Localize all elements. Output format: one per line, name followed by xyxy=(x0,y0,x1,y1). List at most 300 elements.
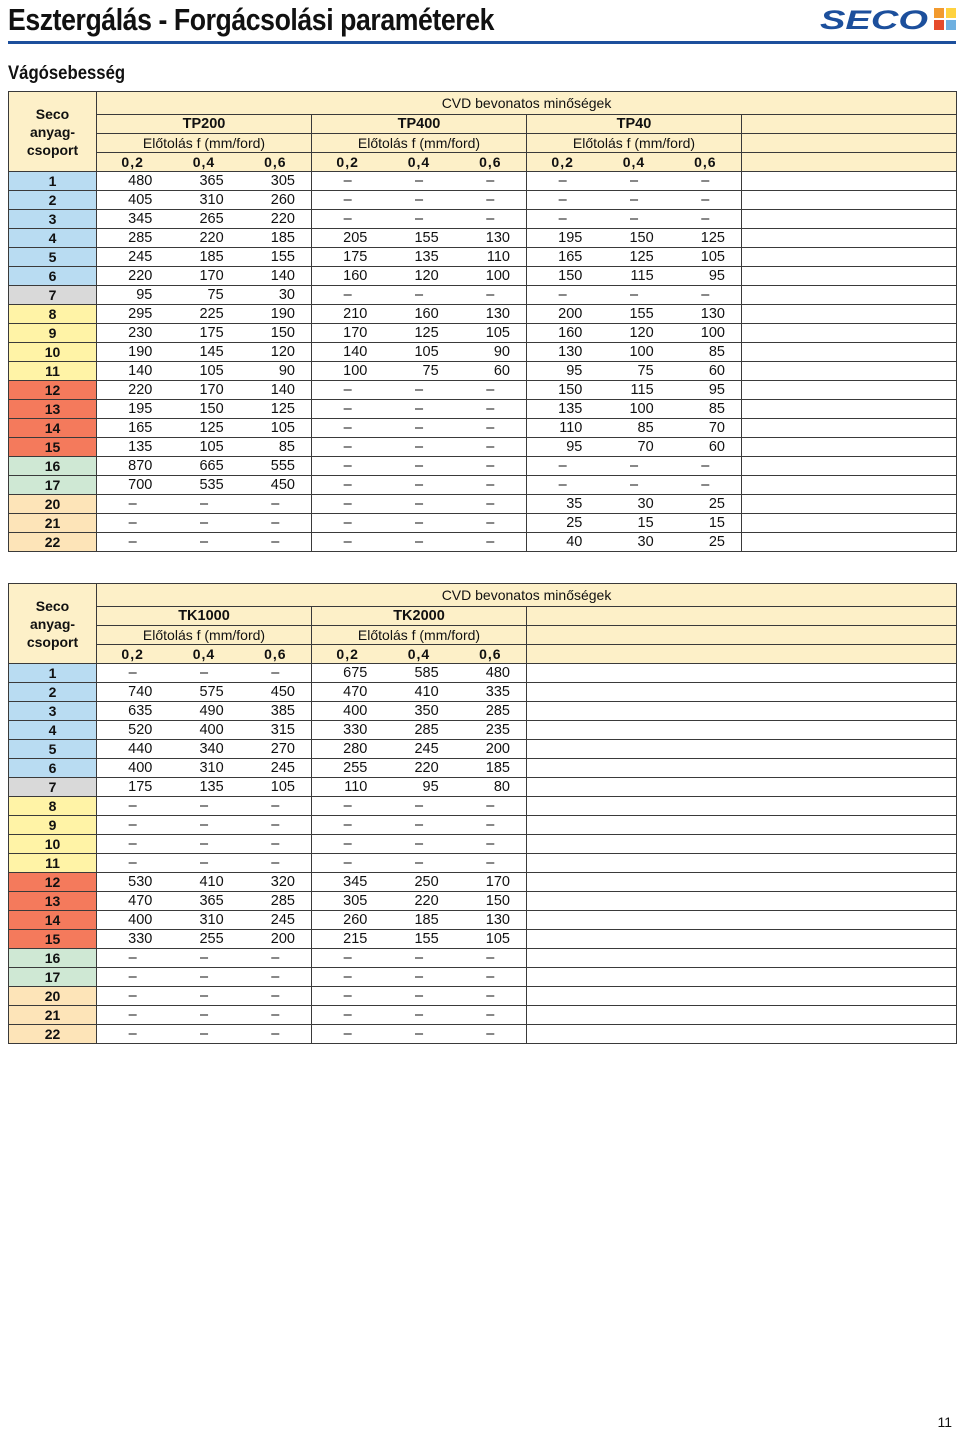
empty-cell xyxy=(742,457,957,476)
grade-values-cell xyxy=(97,229,312,248)
speed-value: – xyxy=(486,287,495,303)
material-header-line: anyag- xyxy=(29,615,76,632)
speed-value: – xyxy=(343,817,352,833)
speed-value: 185 xyxy=(270,230,295,246)
speed-value: 170 xyxy=(199,382,224,398)
value-group xyxy=(312,286,526,304)
speed-value: 155 xyxy=(414,230,439,246)
grade-values-cell xyxy=(312,191,527,210)
value-group xyxy=(312,930,526,948)
page-number: 11 xyxy=(937,1414,952,1430)
grade-values-cell xyxy=(312,210,527,229)
grade-values-cell xyxy=(97,172,312,191)
speed-value: – xyxy=(128,950,137,966)
speed-value: 350 xyxy=(414,703,439,719)
speed-value: – xyxy=(486,836,495,852)
empty-cell xyxy=(742,419,957,438)
speed-value: – xyxy=(199,496,209,512)
title-rule xyxy=(8,41,956,44)
material-group-cell: 15 xyxy=(9,930,97,949)
feed-label: Előtolás f (mm/ford) xyxy=(312,134,527,153)
speed-value: 95 xyxy=(708,382,725,398)
speed-value: 60 xyxy=(708,363,725,379)
feed-value: 0,6 xyxy=(264,646,287,662)
speed-value: – xyxy=(414,515,424,531)
speed-value: – xyxy=(701,477,710,493)
speed-value: 60 xyxy=(493,363,510,379)
speed-value: 335 xyxy=(485,684,510,700)
speed-value: 95 xyxy=(422,779,439,795)
speed-value: 130 xyxy=(700,306,725,322)
speed-value: 30 xyxy=(278,287,295,303)
table-row xyxy=(9,172,957,191)
value-group xyxy=(312,968,526,986)
grade-values-cell xyxy=(527,419,742,438)
speed-value: 100 xyxy=(700,325,725,341)
speed-value: – xyxy=(199,855,209,871)
material-group-cell: 5 xyxy=(9,248,97,267)
feed-value: 0,2 xyxy=(336,646,359,662)
value-group xyxy=(527,438,741,456)
speed-value: – xyxy=(414,950,424,966)
feed-values xyxy=(312,645,527,664)
empty-cell xyxy=(742,438,957,457)
grade-header: TP200 xyxy=(97,115,312,134)
speed-value: 195 xyxy=(128,401,153,417)
empty-cell xyxy=(527,1025,957,1044)
speed-value: 110 xyxy=(559,420,583,436)
feed-values-empty xyxy=(742,153,957,172)
material-group-cell: 11 xyxy=(9,854,97,873)
value-group xyxy=(312,457,526,475)
feed-value: 0,2 xyxy=(121,646,144,662)
feed-label-empty xyxy=(527,626,957,645)
feed-value-group xyxy=(97,645,311,663)
cvd-label: CVD bevonatos minőségek xyxy=(97,584,957,607)
speed-value: 115 xyxy=(630,382,654,398)
speed-value: – xyxy=(271,988,280,1004)
speed-value: 110 xyxy=(344,779,368,795)
grade-values-cell xyxy=(312,419,527,438)
material-header-line: Seco xyxy=(35,597,70,614)
speed-value: – xyxy=(486,515,495,531)
cutting-speed-table-1 xyxy=(8,91,957,552)
value-group xyxy=(312,683,526,701)
feed-value: 0,6 xyxy=(479,154,502,170)
value-group xyxy=(97,968,311,986)
speed-value: – xyxy=(343,1007,352,1023)
speed-value: – xyxy=(414,192,424,208)
material-group-cell: 3 xyxy=(9,210,97,229)
speed-value: – xyxy=(414,287,424,303)
value-group xyxy=(97,892,311,910)
value-group xyxy=(97,835,311,853)
speed-value: – xyxy=(271,855,280,871)
feed-values xyxy=(97,645,312,664)
speed-value: 155 xyxy=(629,306,654,322)
table-row xyxy=(9,381,957,400)
speed-value: 170 xyxy=(343,325,368,341)
speed-value: – xyxy=(343,192,352,208)
grade-values-cell xyxy=(527,400,742,419)
speed-value: 100 xyxy=(629,344,654,360)
grade-empty xyxy=(742,115,957,134)
speed-value: – xyxy=(343,439,352,455)
value-group xyxy=(527,476,741,494)
material-group-cell: 11 xyxy=(9,362,97,381)
speed-value: 150 xyxy=(270,325,295,341)
speed-value: – xyxy=(271,1007,280,1023)
speed-value: 170 xyxy=(199,268,224,284)
speed-value: 215 xyxy=(343,931,368,947)
speed-value: 185 xyxy=(414,912,439,928)
feed-label: Előtolás f (mm/ford) xyxy=(97,134,312,153)
material-group-cell: 6 xyxy=(9,267,97,286)
table-row xyxy=(9,229,957,248)
value-group xyxy=(312,1025,526,1043)
empty-cell xyxy=(527,721,957,740)
table-row xyxy=(9,1006,957,1025)
speed-value: 575 xyxy=(199,684,224,700)
speed-value: 740 xyxy=(128,684,153,700)
speed-value: – xyxy=(701,458,710,474)
empty-cell xyxy=(742,210,957,229)
empty-cell xyxy=(742,305,957,324)
value-group xyxy=(97,1025,311,1043)
table-row xyxy=(9,438,957,457)
value-group xyxy=(312,495,526,513)
speed-value: 120 xyxy=(270,344,295,360)
speed-value: – xyxy=(629,287,639,303)
speed-value: 130 xyxy=(558,344,583,360)
feed-value-group xyxy=(97,153,311,171)
value-group xyxy=(312,400,526,418)
speed-value: 80 xyxy=(493,779,510,795)
feed-value: 0,2 xyxy=(551,154,574,170)
material-group-cell: 9 xyxy=(9,324,97,343)
value-group xyxy=(312,740,526,758)
value-group xyxy=(97,248,311,266)
feed-label: Előtolás f (mm/ford) xyxy=(312,626,527,645)
speed-value: – xyxy=(271,836,280,852)
value-group xyxy=(97,438,311,456)
value-group xyxy=(527,419,741,437)
grade-values-cell xyxy=(312,438,527,457)
speed-value: – xyxy=(701,211,710,227)
value-group xyxy=(97,533,311,551)
grade-values-cell xyxy=(312,683,527,702)
table-row xyxy=(9,362,957,381)
grade-values-cell xyxy=(527,324,742,343)
speed-value: 310 xyxy=(199,760,224,776)
speed-value: – xyxy=(271,665,280,681)
value-group xyxy=(527,343,741,361)
speed-value: – xyxy=(128,798,137,814)
speed-value: – xyxy=(486,439,495,455)
speed-value: 60 xyxy=(708,439,725,455)
speed-value: – xyxy=(414,211,424,227)
grade-values-cell xyxy=(312,873,527,892)
speed-value: 200 xyxy=(270,931,295,947)
speed-value: – xyxy=(414,1026,424,1042)
speed-value: – xyxy=(343,211,352,227)
empty-cell xyxy=(527,664,957,683)
speed-value: 665 xyxy=(199,458,224,474)
grade-values-cell xyxy=(97,324,312,343)
speed-value: 285 xyxy=(485,703,510,719)
material-group-cell: 13 xyxy=(9,892,97,911)
empty-cell xyxy=(742,495,957,514)
cutting-speed-table-2 xyxy=(8,583,957,1044)
feed-label-empty xyxy=(742,134,957,153)
grade-values-cell xyxy=(312,740,527,759)
speed-value: – xyxy=(486,1026,495,1042)
speed-value: – xyxy=(343,855,352,871)
speed-value: 235 xyxy=(485,722,510,738)
grade-values-cell xyxy=(312,324,527,343)
speed-value: 440 xyxy=(128,741,153,757)
speed-value: – xyxy=(701,287,710,303)
value-group xyxy=(527,381,741,399)
speed-value: – xyxy=(486,798,495,814)
table-row xyxy=(9,495,957,514)
value-group xyxy=(527,495,741,513)
speed-value: 400 xyxy=(343,703,368,719)
speed-value: – xyxy=(343,458,352,474)
empty-cell xyxy=(527,778,957,797)
speed-value: 535 xyxy=(199,477,224,493)
table-row xyxy=(9,721,957,740)
speed-value: – xyxy=(271,1026,280,1042)
speed-value: – xyxy=(629,192,639,208)
speed-value: 85 xyxy=(708,344,725,360)
material-group-cell: 12 xyxy=(9,381,97,400)
speed-value: 130 xyxy=(485,912,510,928)
speed-value: – xyxy=(414,817,424,833)
speed-value: 280 xyxy=(343,741,368,757)
grade-values-cell xyxy=(97,267,312,286)
grade-values-cell xyxy=(312,911,527,930)
speed-value: 470 xyxy=(128,893,153,909)
material-group-cell: 16 xyxy=(9,949,97,968)
table-row xyxy=(9,267,957,286)
speed-value: 140 xyxy=(343,344,368,360)
grade-values-cell xyxy=(312,702,527,721)
grade-values-cell xyxy=(527,381,742,400)
empty-cell xyxy=(527,759,957,778)
empty-cell xyxy=(527,854,957,873)
grade-values-cell xyxy=(527,172,742,191)
value-group xyxy=(527,248,741,266)
empty-cell xyxy=(742,381,957,400)
speed-value: – xyxy=(271,817,280,833)
value-group xyxy=(312,949,526,967)
speed-value: 675 xyxy=(343,665,368,681)
grade-values-cell xyxy=(97,759,312,778)
value-group xyxy=(312,664,526,682)
material-group-cell: 9 xyxy=(9,816,97,835)
speed-value: 245 xyxy=(128,249,153,265)
value-group xyxy=(97,400,311,418)
table-row xyxy=(9,1025,957,1044)
grade-values-cell xyxy=(312,229,527,248)
cvd-label: CVD bevonatos minőségek xyxy=(97,92,957,115)
empty-cell xyxy=(742,400,957,419)
grade-values-cell xyxy=(97,248,312,267)
speed-value: – xyxy=(414,836,424,852)
speed-value: – xyxy=(199,1026,209,1042)
grade-values-cell xyxy=(97,987,312,1006)
table-row xyxy=(9,816,957,835)
speed-value: 330 xyxy=(128,931,153,947)
speed-value: 160 xyxy=(414,306,439,322)
grade-values-cell xyxy=(312,778,527,797)
speed-value: 105 xyxy=(485,325,510,341)
speed-value: – xyxy=(343,836,352,852)
value-group xyxy=(527,514,741,532)
value-group xyxy=(312,476,526,494)
speed-value: – xyxy=(199,1007,209,1023)
speed-value: 105 xyxy=(270,779,295,795)
grade-values-cell xyxy=(97,721,312,740)
speed-value: 635 xyxy=(128,703,153,719)
speed-value: – xyxy=(128,515,137,531)
speed-value: 105 xyxy=(199,439,224,455)
seco-logo xyxy=(820,6,956,32)
grade-values-cell xyxy=(97,400,312,419)
speed-value: 120 xyxy=(629,325,654,341)
table-row xyxy=(9,873,957,892)
feed-label: Előtolás f (mm/ford) xyxy=(527,134,742,153)
value-group xyxy=(97,987,311,1005)
logo-square-4 xyxy=(946,20,956,30)
grade-header: TP40 xyxy=(527,115,742,134)
value-group xyxy=(97,172,311,190)
speed-value: – xyxy=(558,458,567,474)
value-group xyxy=(527,172,741,190)
empty-cell xyxy=(527,702,957,721)
speed-value: 260 xyxy=(270,192,295,208)
speed-value: – xyxy=(629,477,639,493)
speed-value: – xyxy=(343,477,352,493)
grade-values-cell xyxy=(312,343,527,362)
feed-value-group xyxy=(312,645,526,663)
value-group xyxy=(312,229,526,247)
speed-value: 220 xyxy=(414,893,439,909)
material-group-cell: 22 xyxy=(9,1025,97,1044)
grade-values-cell xyxy=(312,400,527,419)
speed-value: 585 xyxy=(414,665,439,681)
table-row xyxy=(9,305,957,324)
material-group-header xyxy=(9,92,97,172)
value-group xyxy=(312,873,526,891)
speed-value: – xyxy=(128,988,137,1004)
speed-value: 90 xyxy=(278,363,295,379)
speed-value: 115 xyxy=(630,268,654,284)
speed-value: 295 xyxy=(128,306,153,322)
speed-value: 135 xyxy=(558,401,583,417)
speed-value: 245 xyxy=(270,760,295,776)
grade-values-cell xyxy=(527,476,742,495)
grade-values-cell xyxy=(312,664,527,683)
feed-value: 0,4 xyxy=(622,154,646,170)
speed-value: 365 xyxy=(199,173,224,189)
value-group xyxy=(97,664,311,682)
speed-value: 405 xyxy=(128,192,153,208)
grade-values-cell xyxy=(527,210,742,229)
seco-logo-text: SECO xyxy=(820,6,928,32)
page-title: Esztergálás - Forgácsolási paraméterek xyxy=(8,2,495,37)
speed-value: – xyxy=(128,969,137,985)
cvd-header-row xyxy=(9,92,957,115)
speed-value: 125 xyxy=(700,230,725,246)
speed-value: – xyxy=(486,420,495,436)
speed-value: 305 xyxy=(270,173,295,189)
speed-value: 170 xyxy=(485,874,510,890)
speed-value: 135 xyxy=(128,439,153,455)
speed-value: 165 xyxy=(558,249,583,265)
speed-value: 160 xyxy=(343,268,368,284)
empty-cell xyxy=(742,267,957,286)
speed-value: – xyxy=(629,211,639,227)
grade-values-cell xyxy=(312,457,527,476)
value-group xyxy=(97,873,311,891)
grade-values-cell xyxy=(97,1006,312,1025)
speed-value: 230 xyxy=(128,325,153,341)
speed-value: 155 xyxy=(270,249,295,265)
table-row xyxy=(9,286,957,305)
speed-value: – xyxy=(343,496,352,512)
feed-value: 0,2 xyxy=(336,154,359,170)
grade-values-cell xyxy=(312,816,527,835)
material-group-cell: 4 xyxy=(9,229,97,248)
speed-value: 35 xyxy=(566,496,583,512)
empty-cell xyxy=(527,1006,957,1025)
value-group xyxy=(97,778,311,796)
grade-values-cell xyxy=(527,343,742,362)
speed-value: – xyxy=(414,458,424,474)
speed-value: – xyxy=(271,969,280,985)
grade-values-cell xyxy=(527,248,742,267)
value-group xyxy=(97,759,311,777)
speed-value: 30 xyxy=(637,496,654,512)
speed-value: 95 xyxy=(566,439,583,455)
speed-value: 255 xyxy=(343,760,368,776)
value-group xyxy=(97,324,311,342)
empty-cell xyxy=(527,740,957,759)
speed-value: – xyxy=(343,401,352,417)
speed-value: 130 xyxy=(485,230,510,246)
value-group xyxy=(97,476,311,494)
grade-values-cell xyxy=(97,702,312,721)
grade-values-cell xyxy=(97,514,312,533)
material-group-cell: 2 xyxy=(9,191,97,210)
empty-cell xyxy=(742,514,957,533)
grade-values-cell xyxy=(312,968,527,987)
speed-value: – xyxy=(271,798,280,814)
speed-value: 245 xyxy=(270,912,295,928)
empty-cell xyxy=(527,930,957,949)
speed-value: 265 xyxy=(199,211,224,227)
speed-value: 220 xyxy=(128,382,153,398)
value-group xyxy=(312,892,526,910)
table-row xyxy=(9,324,957,343)
speed-value: – xyxy=(271,534,280,550)
grade-values-cell xyxy=(527,229,742,248)
grade-values-cell xyxy=(312,514,527,533)
speed-value: 220 xyxy=(270,211,295,227)
speed-value: 15 xyxy=(637,515,654,531)
